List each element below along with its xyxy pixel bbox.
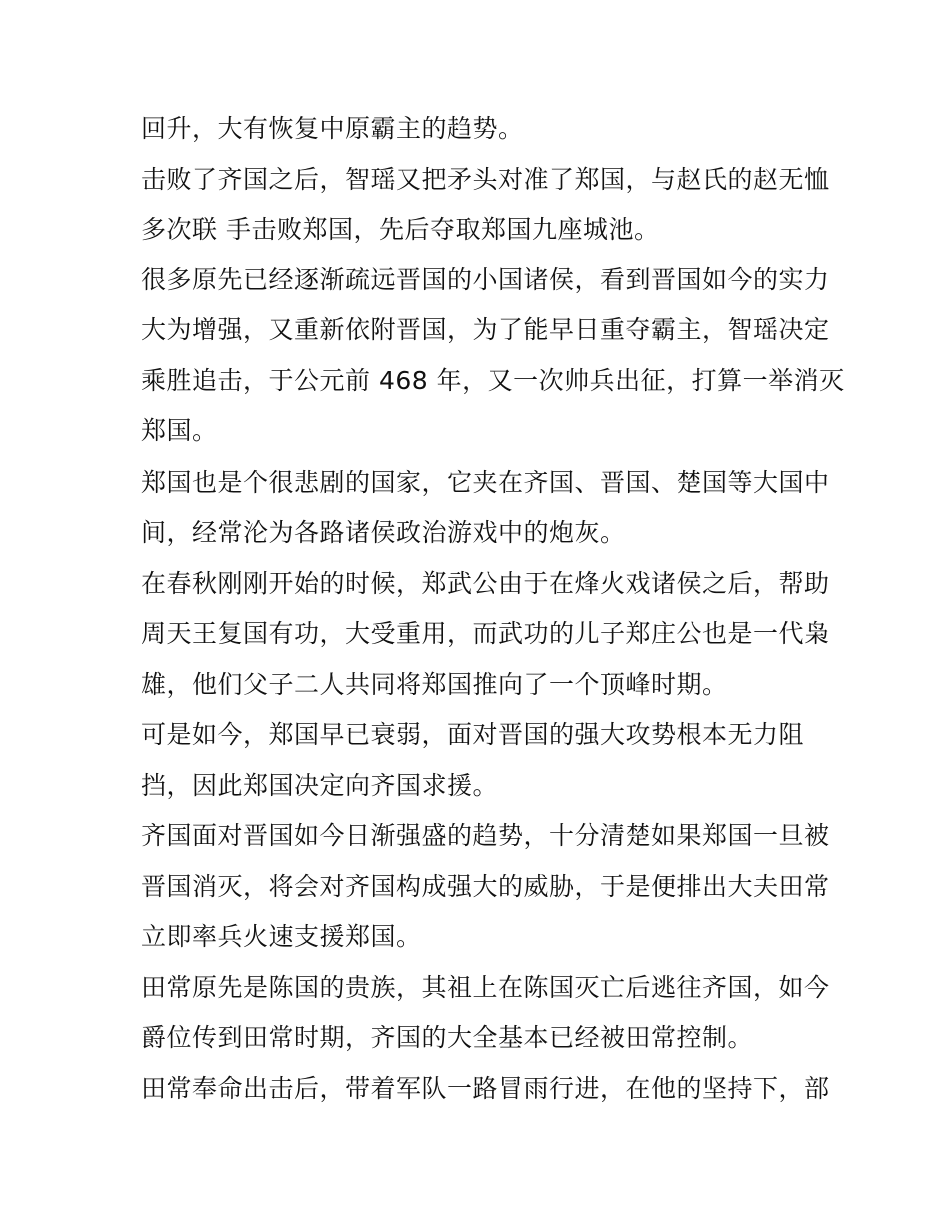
text-line: 周天王复国有功，大受重用，而武功的儿子郑庄公也是一代枭 xyxy=(141,619,830,648)
text-line: 在春秋刚刚开始的时候，郑武公由于在烽火戏诸侯之后，帮助 xyxy=(141,569,830,598)
text-line: 乘胜追击，于公元前 468 年，又一次帅兵出征，打算一举消灭 xyxy=(141,366,845,395)
text-line: 多次联 手击败郑国，先后夺取郑国九座城池。 xyxy=(141,215,660,244)
text-line: 立即率兵火速支援郑国。 xyxy=(141,922,422,951)
text-line: 雄，他们父子二人共同将郑国推向了一个顶峰时期。 xyxy=(141,670,728,699)
text-line: 郑国也是个很悲剧的国家，它夹在齐国、晋国、楚国等大国中 xyxy=(141,468,830,497)
text-line: 间，经常沦为各路诸侯政治游戏中的炮灰。 xyxy=(141,518,626,547)
text-line: 晋国消灭，将会对齐国构成强大的威胁，于是便排出大夫田常 xyxy=(141,872,830,901)
text-line: 郑国。 xyxy=(141,416,218,445)
text-line: 很多原先已经逐渐疏远晋国的小国诸侯，看到晋国如今的实力 xyxy=(141,265,830,294)
text-line: 齐国面对晋国如今日渐强盛的趋势，十分清楚如果郑国一旦被 xyxy=(141,821,830,850)
text-line: 田常原先是陈国的贵族，其祖上在陈国灭亡后逃往齐国，如今 xyxy=(141,973,830,1002)
text-line: 回升，大有恢复中原霸主的趋势。 xyxy=(141,114,524,143)
text-line: 爵位传到田常时期，齐国的大全基本已经被田常控制。 xyxy=(141,1023,754,1052)
text-line: 田常奉命出击后，带着军队一路冒雨行进，在他的坚持下，部 xyxy=(141,1074,830,1103)
text-line: 击败了齐国之后，智瑶又把矛头对准了郑国，与赵氏的赵无恤 xyxy=(141,165,830,194)
text-line: 挡，因此郑国决定向齐国求援。 xyxy=(141,771,499,800)
text-line: 可是如今，郑国早已衰弱，面对晋国的强大攻势根本无力阻 xyxy=(141,720,805,749)
text-line: 大为增强，又重新依附晋国，为了能早日重夺霸主，智瑶决定 xyxy=(141,315,830,344)
